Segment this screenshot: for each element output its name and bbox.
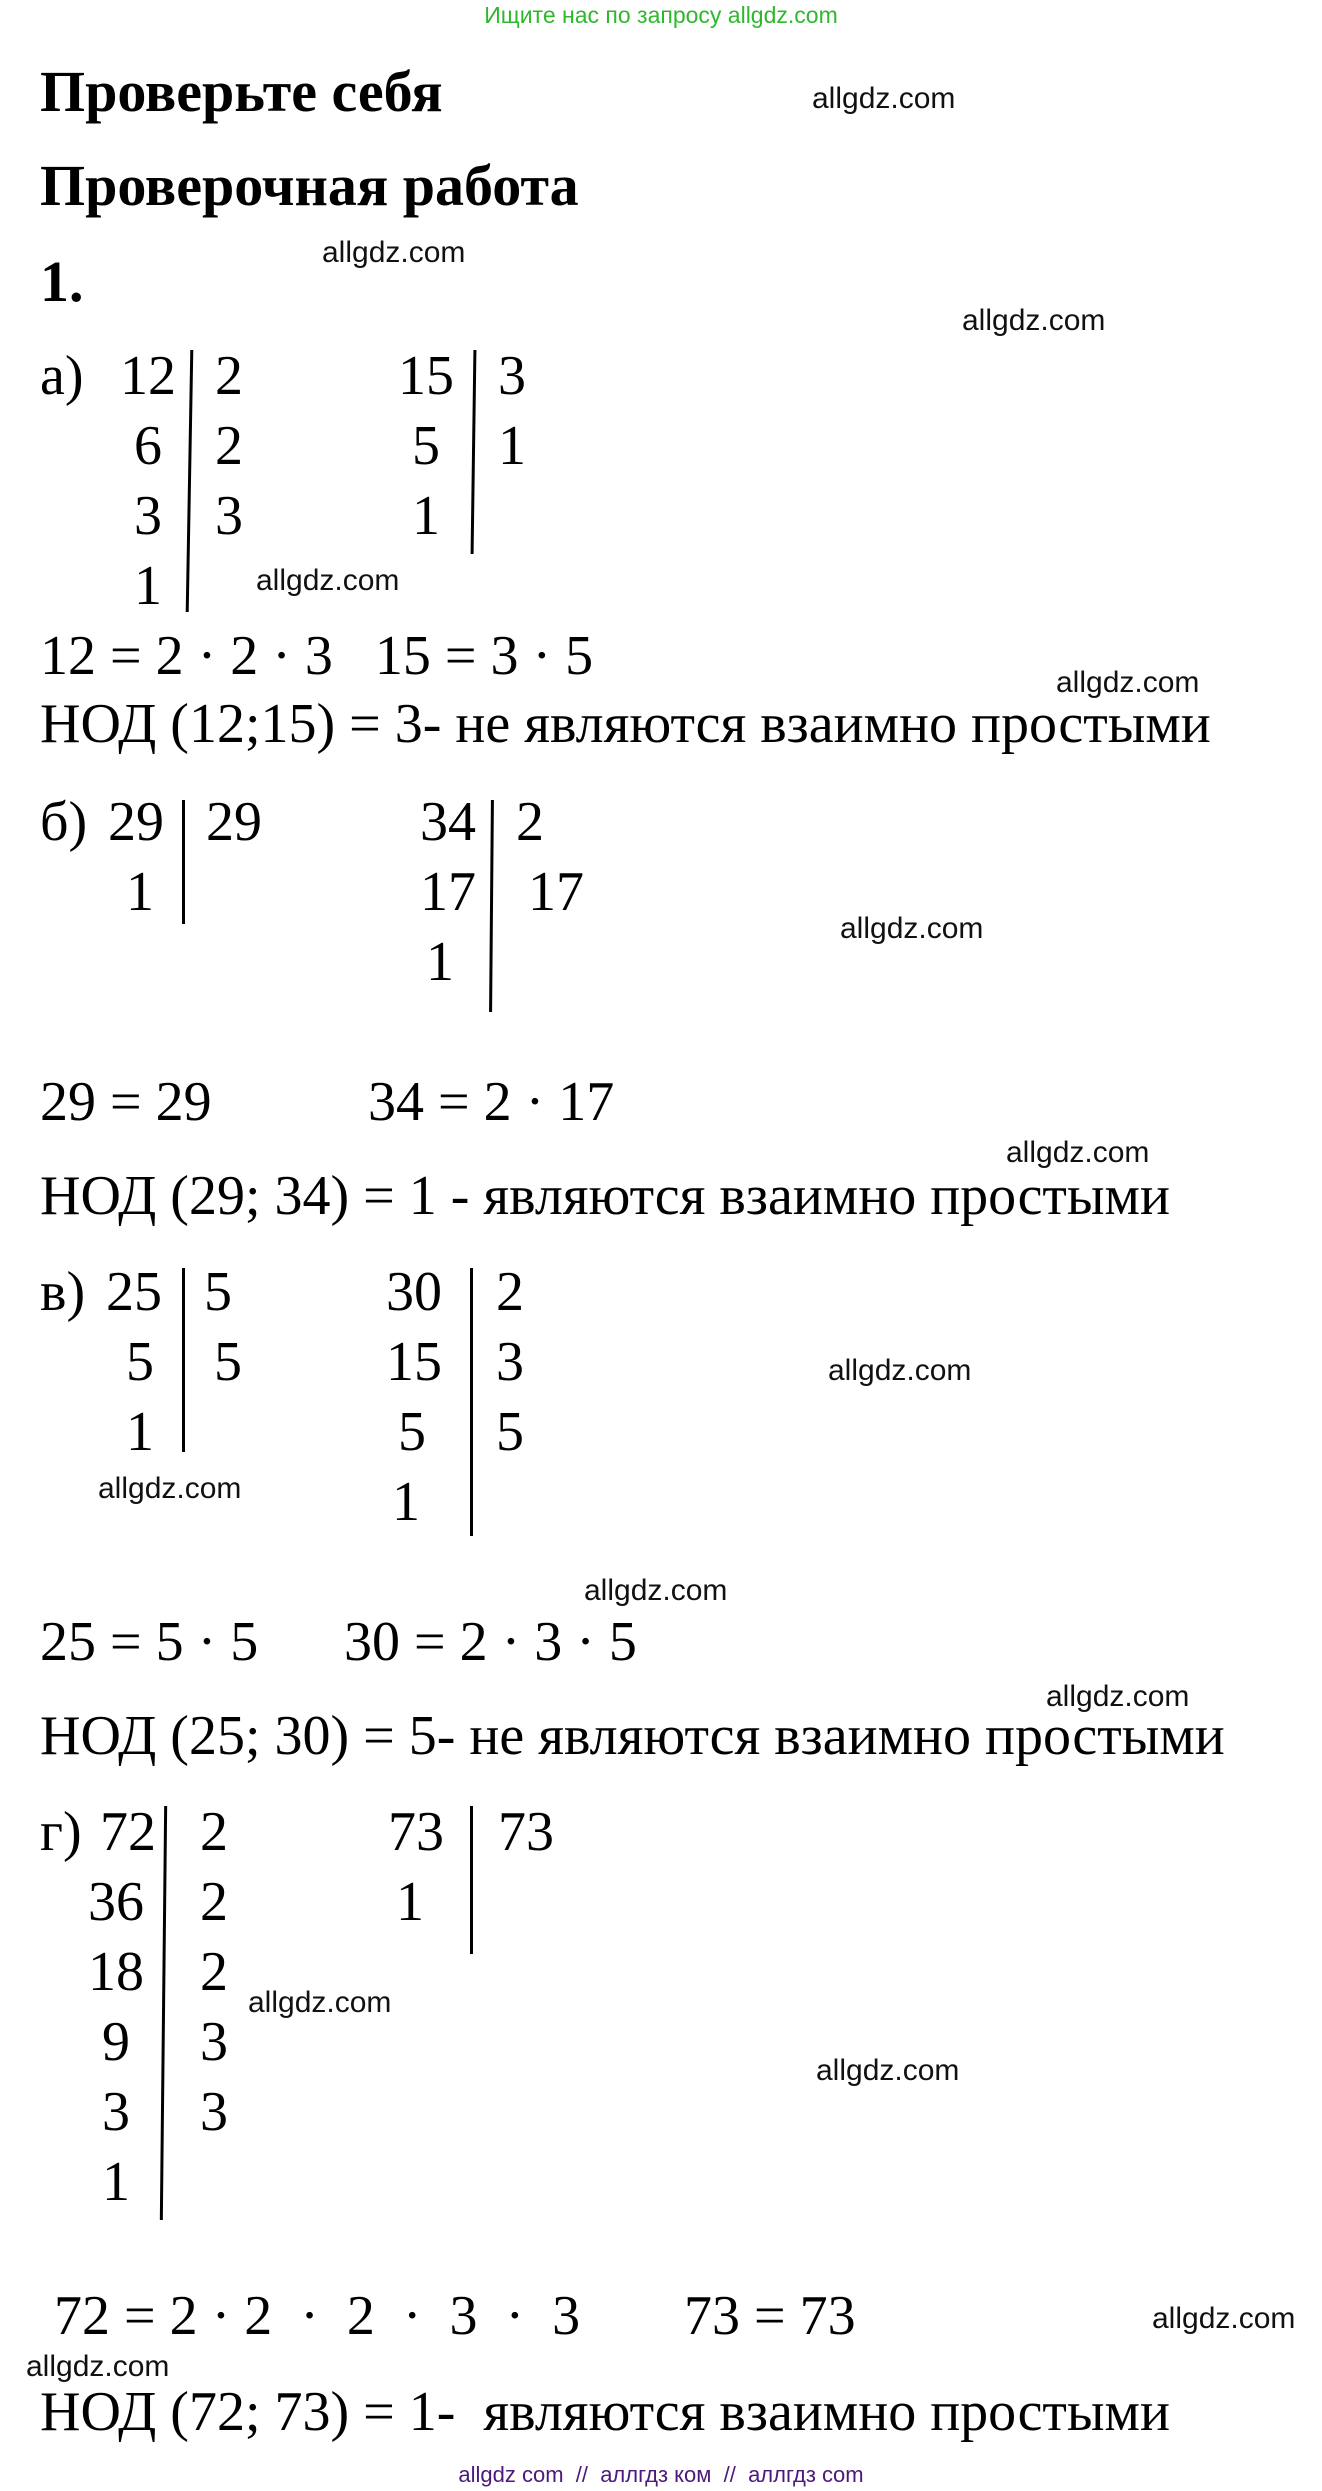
factorization-equation: 72 = 2 · 2 · 2 · 3 · 3 (54, 2285, 581, 2347)
factor-value: 1 (134, 555, 162, 617)
factor-value: 1 (412, 485, 440, 547)
divisor-value: 3 (200, 2081, 228, 2143)
factor-value: 29 (108, 791, 164, 853)
factor-value: 1 (392, 1471, 420, 1533)
factor-value: 18 (88, 1941, 144, 2003)
factor-value: 3 (134, 485, 162, 547)
factorization-equation: 34 = 2 · 17 (368, 1071, 615, 1133)
watermark: allgdz.com (584, 1574, 728, 1607)
factorization-equation: 12 = 2 · 2 · 3 15 = 3 · 5 (40, 625, 594, 687)
factor-value: 17 (420, 861, 476, 923)
factor-value: 25 (106, 1261, 162, 1323)
factor-value: 5 (398, 1401, 426, 1463)
factorization-equation: 29 = 29 (40, 1071, 212, 1133)
factor-value: 1 (102, 2151, 130, 2213)
divisor-value: 3 (498, 345, 526, 407)
gcd-result: НОД (25; 30) = 5- не являются взаимно простыми (40, 1705, 1225, 1767)
divisor-value: 1 (498, 415, 526, 477)
divisor-value: 2 (200, 1941, 228, 2003)
factor-value: 1 (126, 1401, 154, 1463)
watermark: allgdz.com (1056, 666, 1200, 699)
division-line (182, 1268, 185, 1452)
factor-value: 73 (388, 1801, 444, 1863)
divisor-value: 2 (215, 415, 243, 477)
label-a: а) (40, 345, 84, 407)
factor-value: 72 (100, 1801, 156, 1863)
factorization-equation: 25 = 5 · 5 (40, 1611, 259, 1673)
factor-value: 15 (386, 1331, 442, 1393)
heading-check-yourself: Проверьте себя (40, 59, 443, 124)
watermark: allgdz.com (98, 1472, 242, 1505)
divisor-value: 2 (516, 791, 544, 853)
divisor-value: 5 (204, 1261, 232, 1323)
watermark: allgdz.com (840, 912, 984, 945)
divisor-value: 2 (215, 345, 243, 407)
watermark: allgdz.com (828, 1354, 972, 1387)
factorization-equation: 73 = 73 (684, 2285, 856, 2347)
top-banner[interactable]: Ищите нас по запросу allgdz.com (484, 2, 838, 28)
division-line (186, 350, 194, 612)
divisor-value: 29 (206, 791, 262, 853)
heading-test-work: Проверочная работа (40, 153, 579, 218)
task-number: 1. (40, 249, 84, 314)
divisor-value: 5 (496, 1401, 524, 1463)
division-line (470, 1268, 473, 1536)
divisor-value: 2 (496, 1261, 524, 1323)
factor-value: 5 (412, 415, 440, 477)
factor-value: 1 (126, 861, 154, 923)
divisor-value: 73 (498, 1801, 554, 1863)
factor-value: 1 (396, 1871, 424, 1933)
label-b: б) (40, 791, 88, 853)
division-line (470, 1806, 473, 1954)
divisor-value: 3 (215, 485, 243, 547)
watermark: allgdz.com (26, 2350, 170, 2383)
factor-value: 36 (88, 1871, 144, 1933)
divisor-value: 17 (528, 861, 584, 923)
footer-links[interactable]: allgdz com // аллгдз ком // аллгдз com (458, 2462, 864, 2487)
watermark: allgdz.com (816, 2054, 960, 2087)
watermark: allgdz.com (1152, 2302, 1296, 2335)
divisor-value: 3 (200, 2011, 228, 2073)
factor-value: 12 (120, 345, 176, 407)
gcd-result: НОД (72; 73) = 1- являются взаимно простыми (40, 2381, 1170, 2443)
divisor-value: 3 (496, 1331, 524, 1393)
divisor-value: 5 (214, 1331, 242, 1393)
watermark: allgdz.com (1006, 1136, 1150, 1169)
gcd-result: НОД (12;15) = 3- не являются взаимно простыми (40, 693, 1211, 755)
watermark: allgdz.com (1046, 1680, 1190, 1713)
factor-value: 5 (126, 1331, 154, 1393)
gcd-result: НОД (29; 34) = 1 - являются взаимно простыми (40, 1165, 1170, 1227)
watermark: allgdz.com (962, 304, 1106, 337)
factor-value: 30 (386, 1261, 442, 1323)
factor-value: 1 (426, 931, 454, 993)
division-line (489, 800, 494, 1012)
factor-value: 6 (134, 415, 162, 477)
division-line (160, 1806, 167, 2220)
watermark: allgdz.com (248, 1986, 392, 2019)
factorization-equation: 30 = 2 · 3 · 5 (344, 1611, 637, 1673)
divisor-value: 2 (200, 1871, 228, 1933)
watermark: allgdz.com (322, 236, 466, 269)
label-c: в) (40, 1261, 86, 1323)
division-line (471, 350, 477, 554)
watermark: allgdz.com (812, 82, 956, 115)
label-d: г) (40, 1801, 82, 1863)
factor-value: 34 (420, 791, 476, 853)
divisor-value: 2 (200, 1801, 228, 1863)
watermark: allgdz.com (256, 564, 400, 597)
factor-value: 3 (102, 2081, 130, 2143)
factor-value: 9 (102, 2011, 130, 2073)
division-line (182, 800, 185, 924)
factor-value: 15 (398, 345, 454, 407)
